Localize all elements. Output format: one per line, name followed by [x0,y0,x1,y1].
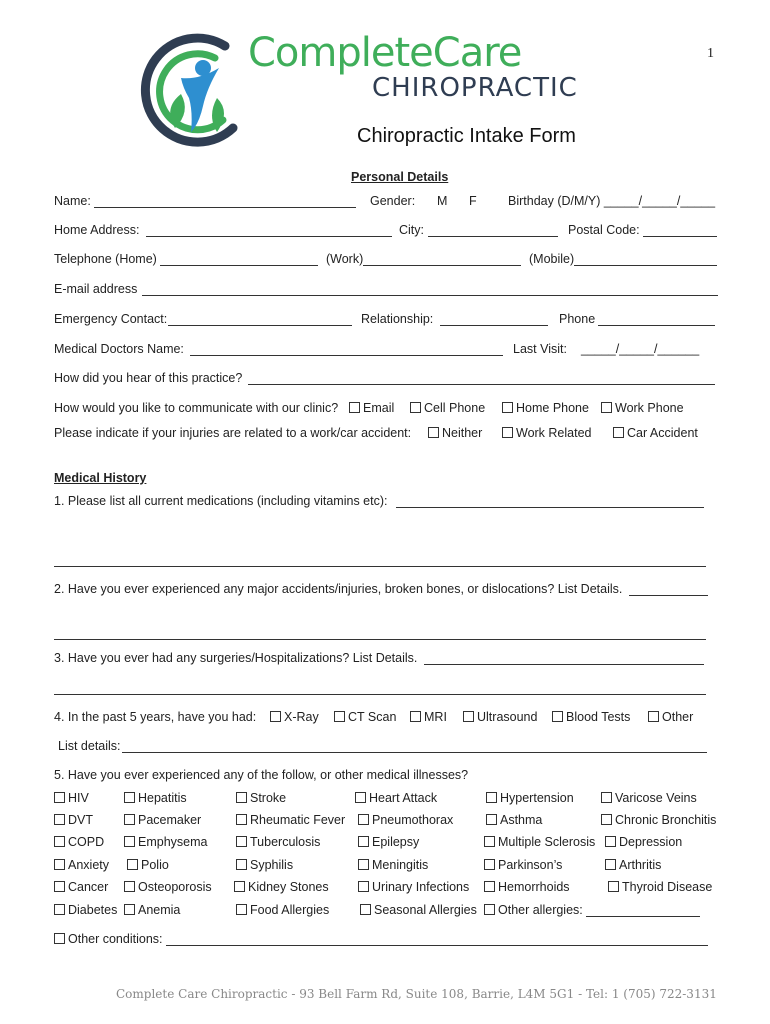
checkbox-icon [124,836,135,847]
phone-field[interactable] [598,325,715,326]
logo-emblem-icon [133,28,249,152]
checkbox-icon [358,814,369,825]
comm-option-home-phone[interactable]: Home Phone [502,401,589,415]
checkbox-icon [486,792,497,803]
illness-option[interactable]: Osteoporosis [124,880,212,894]
list-details-field[interactable] [122,752,707,753]
illness-option[interactable]: Heart Attack [355,791,437,805]
illness-option[interactable]: Rheumatic Fever [236,813,345,827]
relationship-field[interactable] [440,325,548,326]
checkbox-icon [484,904,495,915]
home-address-label: Home Address: [54,223,140,237]
checkbox-icon [410,711,421,722]
q4-label: 4. In the past 5 years, have you had: [54,710,257,724]
checkbox-icon [605,859,616,870]
illness-option[interactable]: Thyroid Disease [608,880,712,894]
checkbox-icon [484,836,495,847]
last-visit-label: Last Visit: [513,342,567,356]
form-title: Chiropractic Intake Form [357,125,576,147]
comm-option-work-phone[interactable]: Work Phone [601,401,684,415]
other-allergies-field[interactable] [586,916,700,917]
checkbox-icon [601,402,612,413]
telephone-work-field[interactable] [363,265,521,266]
emergency-contact-label: Emergency Contact: [54,312,168,326]
illness-option[interactable]: Arthritis [605,858,661,872]
city-label: City: [399,223,424,237]
checkbox-icon [358,859,369,870]
illness-option[interactable]: Anemia [124,903,180,917]
q2-field[interactable] [629,595,708,596]
other-allergies-option[interactable]: Other allergies: [484,903,583,917]
checkbox-icon [127,859,138,870]
gender-label: Gender: [370,194,416,208]
illness-option[interactable]: Cancer [54,880,108,894]
telephone-work-label: (Work) [326,252,364,266]
other-conditions-option[interactable]: Other conditions: [54,932,163,946]
checkbox-icon [502,402,513,413]
comm-option-email[interactable]: Email [349,401,394,415]
illness-option[interactable]: Asthma [486,813,542,827]
illness-option[interactable]: Emphysema [124,835,207,849]
checkbox-icon [54,881,65,892]
illness-option[interactable]: Kidney Stones [234,880,329,894]
q1-extra-field[interactable] [54,566,706,567]
checkbox-icon [270,711,281,722]
injury-option-car[interactable]: Car Accident [613,426,698,440]
checkbox-icon [484,881,495,892]
checkbox-icon [484,859,495,870]
checkbox-icon [234,881,245,892]
checkbox-icon [358,836,369,847]
q4-option-ct-scan[interactable]: CT Scan [334,710,396,724]
checkbox-icon [608,881,619,892]
hear-about-label: How did you hear of this practice? [54,371,243,385]
checkbox-icon [124,904,135,915]
telephone-mobile-label: (Mobile) [529,252,575,266]
q4-option-blood-tests[interactable]: Blood Tests [552,710,630,724]
postal-code-field[interactable] [643,236,717,237]
illness-option[interactable]: Pacemaker [124,813,201,827]
checkbox-icon [54,859,65,870]
illness-option[interactable]: Depression [605,835,682,849]
list-details-label: List details: [58,739,121,753]
illness-option[interactable]: Chronic Bronchitis [601,813,716,827]
illness-option[interactable]: Pneumothorax [358,813,453,827]
q4-option-ultrasound[interactable]: Ultrasound [463,710,537,724]
illness-option[interactable]: Diabetes [54,903,117,917]
name-label: Name: [54,194,91,208]
phone-label: Phone [559,312,596,326]
gender-m-option[interactable]: M [437,194,448,208]
email-label: E-mail address [54,282,138,296]
q4-option-xray[interactable]: X-Ray [270,710,319,724]
illness-option[interactable]: Seasonal Allergies [360,903,477,917]
illness-option[interactable]: Anxiety [54,858,109,872]
illness-option[interactable]: Epilepsy [358,835,419,849]
home-address-field[interactable] [146,236,392,237]
medical-history-heading: Medical History [54,471,147,485]
q5-label: 5. Have you ever experienced any of the follow, or other medical illnesses? [54,768,469,782]
hear-about-field[interactable] [248,384,715,385]
checkbox-icon [54,904,65,915]
checkbox-icon [502,427,513,438]
emergency-contact-field[interactable] [168,325,352,326]
last-visit-field[interactable]: _____/_____/______ [581,342,700,356]
email-field[interactable] [142,295,718,296]
illness-option[interactable]: Hypertension [486,791,574,805]
checkbox-icon [236,859,247,870]
illness-option[interactable]: Parkinson’s [484,858,562,872]
telephone-home-label: Telephone (Home) [54,252,157,266]
checkbox-icon [236,792,247,803]
checkbox-icon [124,814,135,825]
checkbox-icon [355,792,366,803]
checkbox-icon [463,711,474,722]
illness-option[interactable]: Hemorrhoids [484,880,570,894]
illness-option[interactable]: Food Allergies [236,903,329,917]
illness-option[interactable]: Syphilis [236,858,293,872]
logo-subtitle: CHIROPRACTIC [372,73,578,103]
gender-f-option[interactable]: F [469,194,477,208]
checkbox-icon [236,836,247,847]
q1-field[interactable] [396,507,704,508]
q3-label: 3. Have you ever had any surgeries/Hospitalizations? List Details. [54,651,418,665]
checkbox-icon [486,814,497,825]
illness-option[interactable]: Urinary Infections [358,880,469,894]
q1-label: 1. Please list all current medications (including vitamins etc): [54,494,388,508]
postal-code-label: Postal Code: [568,223,640,237]
checkbox-icon [124,792,135,803]
other-conditions-field[interactable] [166,945,708,946]
footer-contact: Complete Care Chiropractic - 93 Bell Farm Rd, Suite 108, Barrie, L4M 5G1 - Tel: 1 (705) 722-3131 [116,987,717,1001]
illness-option[interactable]: Hepatitis [124,791,187,805]
telephone-mobile-field[interactable] [574,265,717,266]
city-field[interactable] [428,236,558,237]
checkbox-icon [601,792,612,803]
illness-option[interactable]: Tuberculosis [236,835,320,849]
checkbox-icon [54,792,65,803]
checkbox-icon [334,711,345,722]
checkbox-icon [54,836,65,847]
checkbox-icon [428,427,439,438]
checkbox-icon [358,881,369,892]
illness-option[interactable]: Varicose Veins [601,791,697,805]
name-field[interactable] [94,207,356,208]
checkbox-icon [648,711,659,722]
illness-option[interactable]: Polio [127,858,169,872]
checkbox-icon [601,814,612,825]
checkbox-icon [552,711,563,722]
doctor-name-label: Medical Doctors Name: [54,342,184,356]
q4-option-other[interactable]: Other [648,710,693,724]
illness-option[interactable]: Multiple Sclerosis [484,835,595,849]
communication-label: How would you like to communicate with our clinic? [54,401,339,415]
checkbox-icon [54,814,65,825]
doctor-name-field[interactable] [190,355,503,356]
page-number: 1 [707,46,714,61]
injury-option-neither[interactable]: Neither [428,426,482,440]
checkbox-icon [124,881,135,892]
illness-option[interactable]: Meningitis [358,858,428,872]
illness-option[interactable]: Stroke [236,791,286,805]
birthday-field[interactable]: Birthday (D/M/Y) _____/_____/_____ [508,194,716,208]
checkbox-icon [410,402,421,413]
injury-option-work[interactable]: Work Related [502,426,592,440]
checkbox-icon [54,933,65,944]
q2-label: 2. Have you ever experienced any major accidents/injuries, broken bones, or dislocations? List Details. [54,582,623,596]
checkbox-icon [605,836,616,847]
personal-details-heading: Personal Details [351,170,449,184]
checkbox-icon [236,814,247,825]
illness-option[interactable]: COPD [54,835,104,849]
q2-extra-field[interactable] [54,639,706,640]
illness-option[interactable]: HIV [54,791,89,805]
relationship-label: Relationship: [361,312,434,326]
checkbox-icon [236,904,247,915]
q3-extra-field[interactable] [54,694,706,695]
injury-label: Please indicate if your injuries are related to a work/car accident: [54,426,412,440]
checkbox-icon [349,402,360,413]
q4-option-mri[interactable]: MRI [410,710,447,724]
logo-brand-name: CompleteCare [248,30,522,76]
comm-option-cell-phone[interactable]: Cell Phone [410,401,485,415]
checkbox-icon [360,904,371,915]
checkbox-icon [613,427,624,438]
telephone-home-field[interactable] [160,265,318,266]
illness-option[interactable]: DVT [54,813,93,827]
q3-field[interactable] [424,664,704,665]
